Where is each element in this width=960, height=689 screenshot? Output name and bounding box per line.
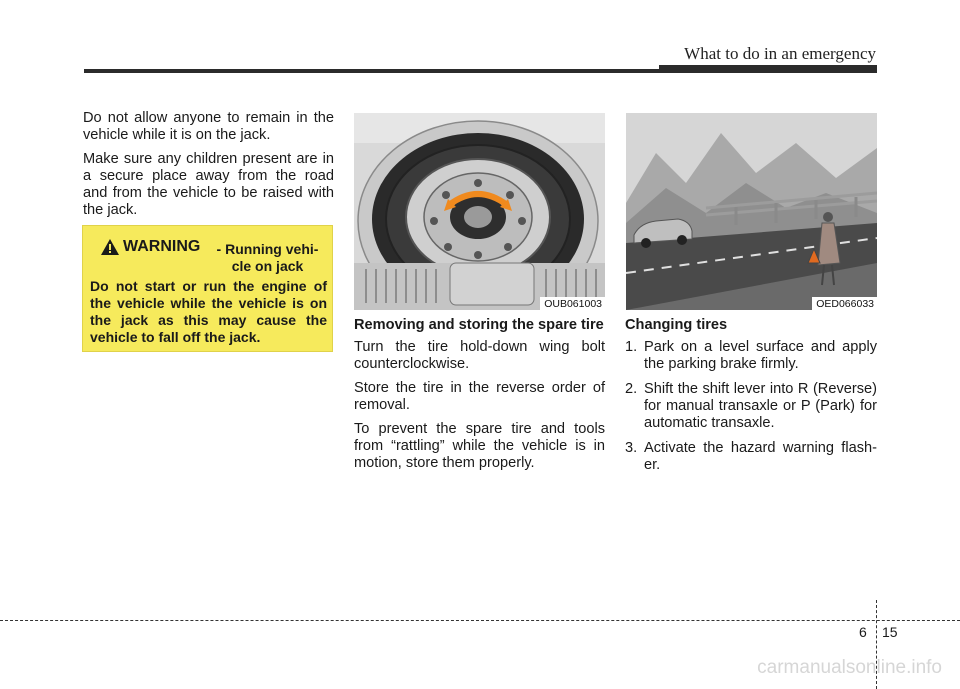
step-number: 1. [625, 339, 638, 355]
section-heading: Changing tires [625, 317, 728, 333]
step-text: Shift the shift lever into R (Reverse) for manual transaxle or P (Park) for automatic transaxle. [644, 381, 877, 431]
spare-tire-drawing [354, 113, 605, 310]
section-heading: Removing and storing the spare tire [354, 317, 604, 333]
warning-triangle-icon [101, 239, 119, 255]
right-column [625, 317, 877, 482]
roadside-illustration [626, 113, 877, 310]
step-number: 3. [625, 440, 638, 456]
paragraph: Store the tire in the reverse order of removal. [354, 380, 605, 413]
watermark: carmanualsonline.info [757, 657, 942, 678]
paragraph: To prevent the spare tire and tools from “rattling” while the vehicle is in motion, store them properly. [354, 421, 605, 471]
paragraph: Do not allow anyone to remain in the vehicle while it is on the jack. [83, 110, 334, 143]
warning-box [82, 225, 333, 352]
left-column [83, 110, 334, 226]
header-rule [84, 69, 877, 73]
figure-code: OED066033 [812, 297, 877, 310]
step-number: 2. [625, 381, 638, 397]
warning-subtitle: - Running vehi- cle on jack [216, 241, 319, 274]
spare-tire-illustration [354, 113, 605, 310]
step-text: Park on a level surface and apply the parking brake firmly. [644, 339, 877, 372]
warning-text: Do not start or run the engine of the vehicle while the vehicle is on the jack as this may cause the vehicle to fall off the jack. [90, 278, 327, 345]
list-item [625, 440, 877, 474]
page-number: 15 [882, 624, 898, 640]
paragraph: Make sure any children present are in a secure place away from the road and from the vehicle to be raised with the jack. [83, 151, 334, 218]
warning-label: WARNING [123, 238, 201, 255]
roadside-drawing [626, 113, 877, 310]
footer-divider [0, 620, 960, 621]
list-item [625, 381, 877, 432]
list-item [625, 339, 877, 373]
section-title: What to do in an emergency [684, 44, 876, 63]
paragraph: Turn the tire hold-down wing bolt counterclockwise. [354, 339, 605, 372]
figure-code: OUB061003 [540, 297, 605, 310]
middle-column [354, 317, 605, 479]
step-text: Activate the hazard warning flash- er. [644, 440, 877, 473]
chapter-number: 6 [859, 624, 867, 640]
